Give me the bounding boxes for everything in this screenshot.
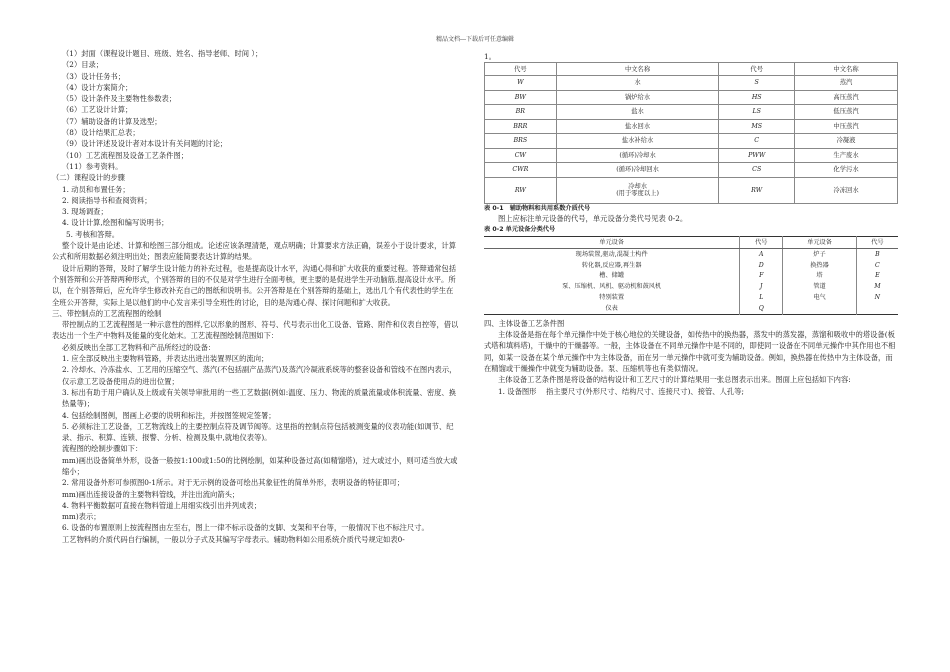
table-cell: BW [485, 90, 557, 105]
table-cell: 盐水回水 [556, 119, 719, 134]
table-row [485, 76, 898, 91]
table-cell: 仪表 [605, 304, 618, 312]
table-cell [856, 303, 898, 314]
list-item: 4. 物料平衡数据可直接在物料管道上用细实线引出并列成表； [62, 500, 261, 510]
table-cell: 泵、压缩机、风机、驱动机和鼓风机 [562, 283, 662, 291]
table-cell: 电气 [783, 292, 857, 303]
table-cell: 蒸汽 [795, 76, 898, 91]
table-cell: 现场装置,驱动,混凝土构件 [575, 250, 648, 258]
table-cell: (循环)冷却回水 [556, 163, 719, 178]
table-cell: D [740, 260, 783, 271]
list-item: 1. 设备图形 指主要尺寸(外形尺寸、结构尺寸、连接尺寸)、接管、人孔等; [498, 386, 744, 396]
table-cell: 特别装置 [599, 293, 625, 301]
table-cell: BR [485, 105, 557, 120]
table-row [485, 148, 898, 163]
table-cell: 塔 [783, 271, 857, 282]
cell-line: (用于零度以上) [616, 190, 659, 198]
table-cell: 冷冻回水 [795, 177, 898, 203]
list-item: 5. 考核和答辩。 [66, 229, 120, 239]
list-item: 2. 冷却水、冷冻盐水、工艺用的压缩空气、蒸汽(不包括副产品蒸汽)及蒸汽冷凝液系统等的整套设备和管线不在图内表示，仅示意工艺设备使用点的进出位置； [62, 365, 457, 386]
left-column [52, 48, 460, 545]
table-cell: 生产废水 [795, 148, 898, 163]
draw-steps-list [52, 455, 460, 534]
list-item: （1）封面（课程设计题目、班级、姓名、指导老师、时间 ）； [62, 49, 263, 58]
table-row [485, 105, 898, 120]
table-cell: (循环)冷却水 [556, 148, 719, 163]
table-cell: BRS [485, 134, 557, 149]
table-cell [783, 303, 857, 314]
table-cell: 盐水 [556, 105, 719, 120]
list-item: mm)画出设备简单外形，设备一般按1:100或1:50的比例绘制，如某种设备过高(如精馏塔)，过大或过小，则可适当放大或缩小； [62, 455, 458, 476]
table-row [485, 134, 898, 149]
table-cell: 转化器,反应器,再生器 [581, 261, 642, 269]
table-header-cell: 代号 [719, 63, 795, 76]
list-item: 2. 阅读指导书和查阅资料； [62, 195, 152, 205]
list-item: （7）辅助设备的计算及选型； [62, 116, 162, 126]
steps-heading: （二）课程设计的步骤 [52, 173, 125, 183]
table-cell: LS [719, 105, 795, 120]
table-cell: MS [719, 119, 795, 134]
section-heading: 四、主体设备工艺条件图 [484, 318, 565, 328]
list-item: （6）工艺设计计算； [62, 105, 133, 115]
paragraph: 主体设备工艺条件图是将设备的结构设计和工艺尺寸的计算结果用一张总图表示出来。图面上应包括如下内容: [498, 375, 851, 385]
table-cell: 管道 [783, 282, 857, 293]
list-item: （8）设计结果汇总表； [62, 128, 140, 138]
paragraph: 必须反映出全部工艺物料和产品所经过的设备： [62, 342, 216, 352]
table-row [484, 303, 898, 314]
table-cell: W [485, 76, 557, 91]
list-item: 6. 设备的布置原则上按流程图由左至右，图上一律不标示设备的支脚、支架和平台等，一般情况下也不标注尺寸。 [62, 523, 429, 533]
table-row [485, 119, 898, 134]
page-header: 精品文档---下载后可任意编辑 [435, 36, 515, 43]
table-cell [556, 177, 719, 203]
table-cell: 盐水补给水 [556, 134, 719, 149]
table-cell: A [740, 249, 783, 260]
table-row [485, 177, 898, 203]
paragraph: 整个设计是由论述、计算和绘图三部分组成。论述应该条理清楚，观点明确；计算要求方法正确，误差小于设计要求，计算公式和所用数据必须注明出处；图表应能简要表达计算的结果。 [52, 241, 457, 262]
table-cell: N [856, 292, 898, 303]
table-header-cell: 中文名称 [795, 63, 898, 76]
table-cell: F [740, 271, 783, 282]
list-item: （11）参考资料。 [62, 161, 123, 171]
table-cell: C [719, 134, 795, 149]
table-cell: 高压蒸汽 [795, 90, 898, 105]
table-header-cell: 代号 [485, 63, 557, 76]
table-cell: 低压蒸汽 [795, 105, 898, 120]
table-row [484, 271, 898, 282]
table-cell: 化学污水 [795, 163, 898, 178]
report-contents-list [52, 48, 460, 172]
table-cell: CS [719, 163, 795, 178]
table-cell: 换热器 [783, 260, 857, 271]
table-cell: J [740, 282, 783, 293]
table-cell: M [856, 282, 898, 293]
table-cell: 水 [556, 76, 719, 91]
list-item: 2. 常用设备外形可参照图0-1所示。对于无示例的设备可绘出其象征性的简单外形，表明设备的特征即可； [62, 478, 405, 488]
table-cell: B [856, 249, 898, 260]
list-item: （3）设计任务书； [62, 71, 126, 81]
list-item: 3. 标出有助于用户确认及上级或有关领导审批用的一些工艺数据(例如:温度、压力、物流的质量流量或体积流量、密度、换热量等)； [62, 387, 457, 409]
section-heading: 三、带控制点的工艺流程图的绘制 [52, 308, 162, 318]
table-cell: CW [485, 148, 557, 163]
paragraph: 设计后期的答辩，及时了解学生设计能力的补充过程，也是提高设计水平，沟通心得和扩大收获的重要过程。答辩通常包括个别答辩和公开答辩两种形式，个别答辩的目的不仅是对学生进行全面考核，更主要的是促进学生开动脑筋,提高设计水平。所以，在个别答辩后，应允许学生修改补充自己的图纸和说明书。公开答辩是在个别答辩的基础上，选出几个有代表性的学生在全班公开答辩，实际上是以他们的中心发言来引导全班性的讨论，目的是沟通心得、探讨问题和扩大收获。 [52, 263, 457, 307]
table-cell: Q [740, 303, 783, 314]
medium-code-table [484, 62, 898, 204]
table-header-cell: 中文名称 [556, 63, 719, 76]
table-header-row [484, 237, 898, 249]
list-item: mm)表示； [62, 512, 101, 522]
paragraph: 主体设备是指在每个单元操作中处于核心地位的关键设备，如传热中的换热器，蒸发中的蒸发器，蒸馏和吸收中的塔设备(板式塔和填料塔)，干燥中的干燥器等。一般，主体设备在不同单元操作中是不同的，即使同一设备在不同单元操作中其作用也不相同，如某一设备在某个单元操作中为主体设备，而在另一单元操作中就可变为辅助设备。例如，换热器在传热中为主体设备，而在精馏或干燥操作中就变为辅助设备。泵、压缩机等也有类似情况。 [484, 330, 896, 374]
table-cell: S [719, 76, 795, 91]
table-cell: L [740, 292, 783, 303]
paragraph: 图上应标注单元设备的代号，单元设备分类代号见表 0-2。 [498, 214, 688, 224]
table-cell: CWR [485, 163, 557, 178]
table-header-row [485, 63, 898, 76]
table-header-cell: 代号 [856, 237, 898, 249]
list-item: 1. 动员和布置任务； [62, 184, 130, 194]
list-item: （4）设计方案简介； [62, 82, 133, 92]
table-header-cell: 代号 [740, 237, 783, 249]
paragraph: 流程图的绘制步骤如下： [62, 444, 143, 454]
cell-line: 冷却水 [628, 182, 647, 190]
table-cell: 冷凝液 [795, 134, 898, 149]
table-cell: 锅炉给水 [556, 90, 719, 105]
list-item: （10）工艺流程图及设备工艺条件图； [62, 150, 189, 160]
table-row [484, 249, 898, 260]
list-item: 3. 现场调查； [62, 207, 108, 217]
table-header-cell: 单元设备 [484, 237, 740, 249]
list-item: 1. 应全部反映出主要物料管路，并表达出进出装置界区的流向； [62, 354, 269, 364]
table-row [485, 90, 898, 105]
list-item: 5. 必须标注工艺设备，工艺物流线上的主要控制点符及调节阀等。这里指的控制点符包括被测变量的仪表功能(如调节、纪录、指示、积算、连锁、报警、分析、检测及集中,就地仪表等)。 [62, 421, 454, 443]
table-cell: C [856, 260, 898, 271]
right-column [484, 51, 898, 397]
table-cell: HS [719, 90, 795, 105]
table-row [484, 282, 898, 293]
text-fragment: 1。 [484, 52, 496, 61]
table-cell: E [856, 271, 898, 282]
table-cell: 炉子 [783, 249, 857, 260]
steps-list [52, 184, 460, 240]
unit-equipment-table [484, 236, 898, 315]
table-cell: BRR [485, 119, 557, 134]
list-item: （2）目录； [62, 60, 104, 70]
table-cell: PWW [719, 148, 795, 163]
list-item: （9）设计评述及设计者对本设计有关问题的讨论； [62, 139, 228, 149]
table-caption: 表 0-1 辅助物料和共用系数介质代号 [484, 204, 591, 212]
table-header-cell: 单元设备 [783, 237, 857, 249]
paragraph: 带控制点的工艺流程图是一种示意性的图样,它以形象的图形、符号、代号表示出化工设备、管路、附件和仪表自控等，借以表达出一个生产中物料及能量的变化始末。工艺流程图绘制范围如下： [52, 320, 459, 341]
table-cell: RW [485, 177, 557, 203]
table-cell: 中压蒸汽 [795, 119, 898, 134]
table-row [484, 292, 898, 303]
table-caption: 表 0-2 单元设备分类代号 [484, 225, 556, 233]
table-cell: RW [719, 177, 795, 203]
table-cell: 槽、储罐 [599, 272, 625, 280]
paragraph: 工艺物料的介质代码自行编制，一般以分子式及其编写字母表示。辅助物料如公用系统介质代号规定如表0- [62, 534, 405, 544]
scope-list [52, 353, 460, 443]
list-item: （5）设计条件及主要物性参数表； [62, 94, 177, 104]
list-item: 4. 设计计算,绘图和编写说明书； [62, 218, 169, 228]
list-item: mm)画出连接设备的主要物料管线，并注出流向箭头； [62, 489, 240, 499]
table-row [485, 163, 898, 178]
list-item: 4. 包括绘制图例，图画上必要的说明和标注，并按图签规定签署； [62, 410, 276, 420]
table-row [484, 260, 898, 271]
